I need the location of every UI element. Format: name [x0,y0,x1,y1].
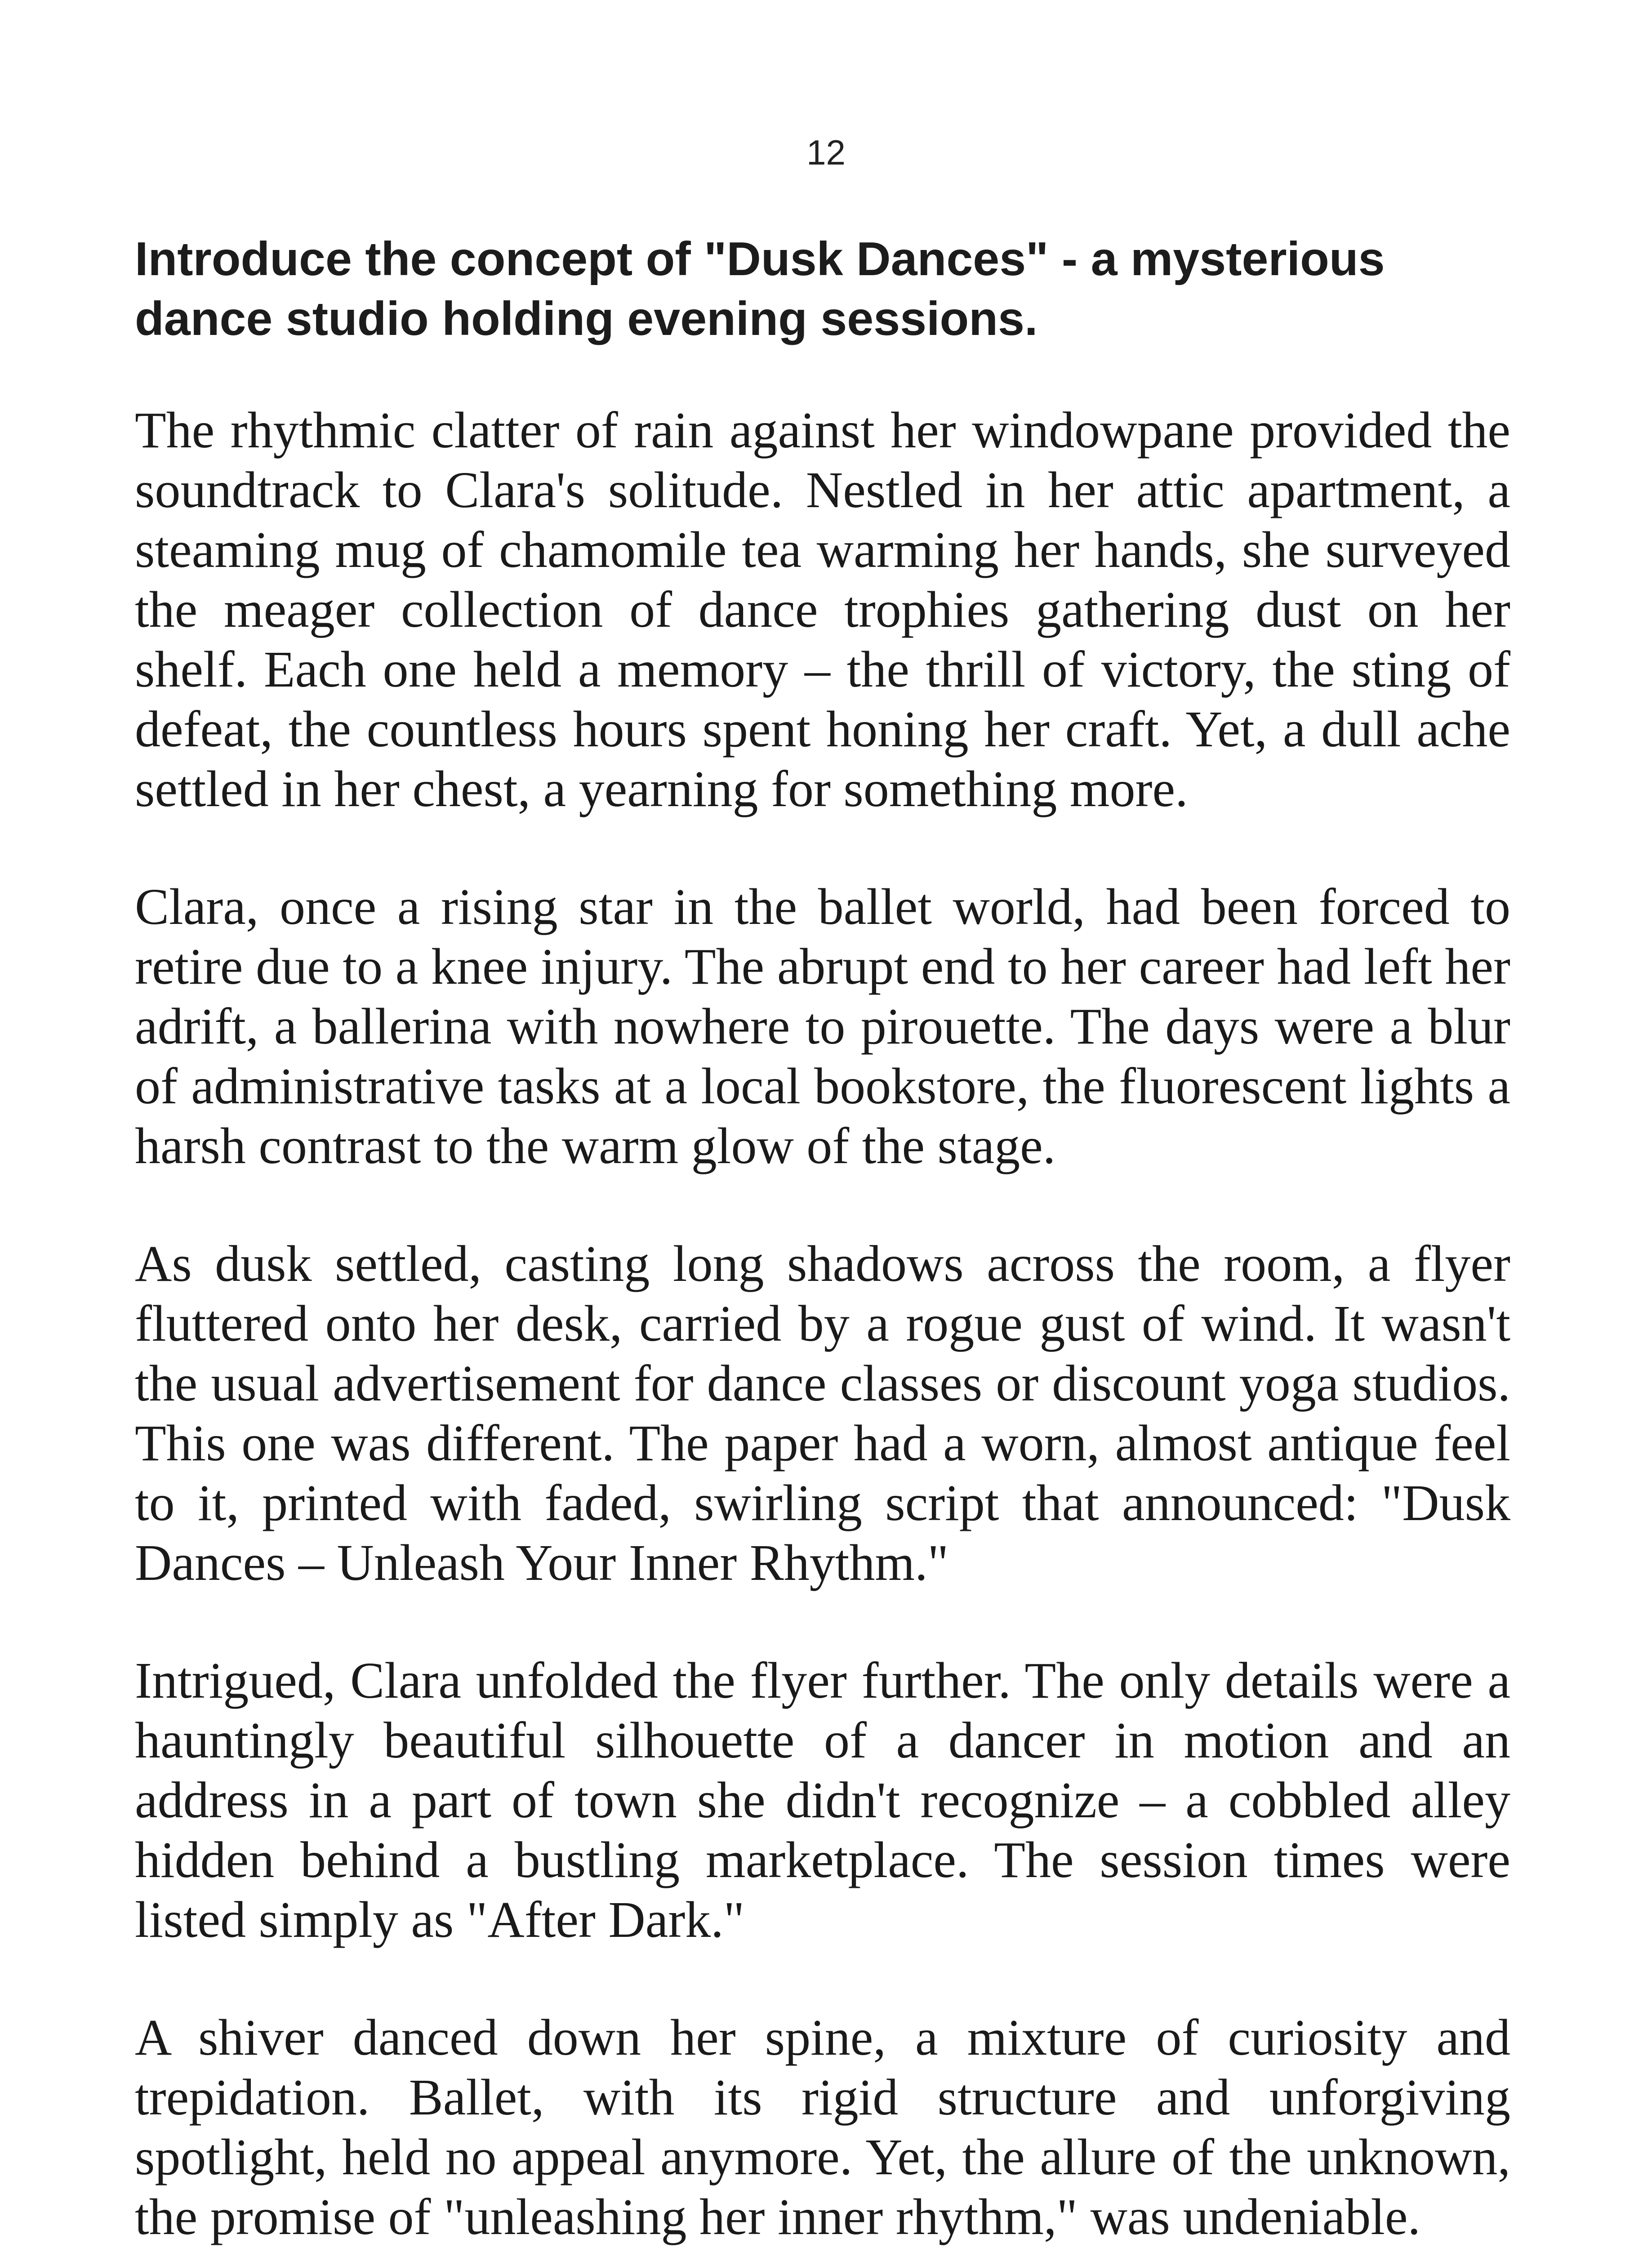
paragraph-2: Clara, once a rising star in the ballet world, had been forced to retire due to a knee injury. The abrupt end to her career had left her adrift, a ballerina with nowhere to pirouette. The days were a blur of administrative tasks at a local bookstore, the fluorescent lights a harsh contrast to the warm glow of the stage. [135,878,1510,1174]
paragraph-5: A shiver danced down her spine, a mixture of curiosity and trepidation. Ballet, with its rigid structure and unforgiving spotlight, held no appeal anymore. Yet, the allure of the unknown, the promise of "unleashing her inner rhythm," was undeniable. [135,2009,1510,2245]
chapter-heading: Introduce the concept of "Dusk Dances" - a mysterious dance studio holding evening sessions. [135,232,1385,345]
page-number: 12 [806,133,846,172]
paragraph-4: Intrigued, Clara unfolded the flyer further. The only details were a hauntingly beautiful silhouette of a dancer in motion and an address in a part of town she didn't recognize – a cobbled alley hidden behind a bustling marketplace. The session times were listed simply as "After Dark." [135,1652,1510,1948]
paragraph-3: As dusk settled, casting long shadows across the room, a flyer fluttered onto her desk, carried by a rogue gust of wind. It wasn't the usual advertisement for dance classes or discount yoga studios. This one was different. The paper had a worn, almost antique feel to it, printed with faded, swirling script that announced: "Dusk Dances – Unleash Your Inner Rhythm." [135,1235,1510,1591]
body-text [135,400,1510,2248]
paragraph-1: The rhythmic clatter of rain against her windowpane provided the soundtrack to Clara's solitude. Nestled in her attic apartment, a steaming mug of chamomile tea warming her hands, she surveyed the meager collection of dance trophies gathering dust on her shelf. Each one held a memory – the thrill of victory, the sting of defeat, the countless hours spent honing her craft. Yet, a dull ache settled in her chest, a yearning for something more. [135,401,1510,817]
